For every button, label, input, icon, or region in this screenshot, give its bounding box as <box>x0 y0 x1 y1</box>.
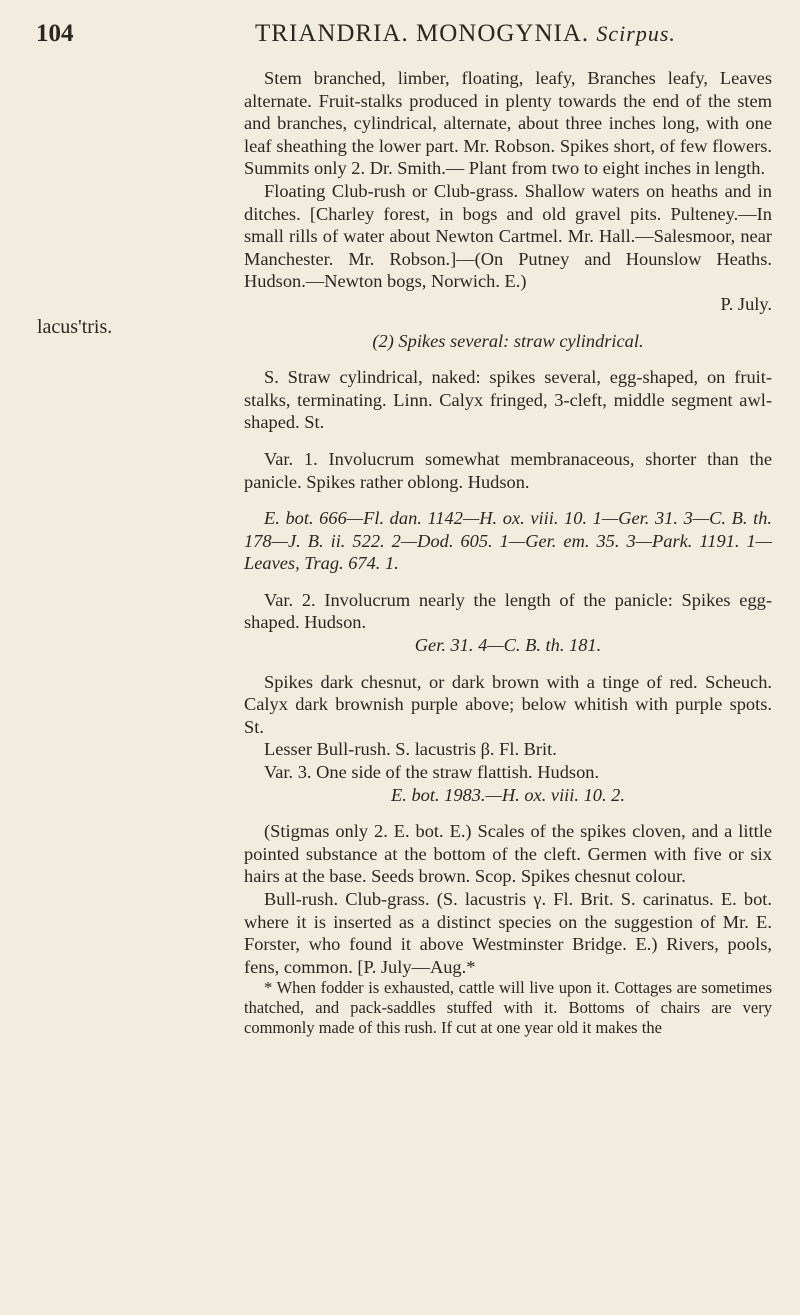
margin-note-lacustris: lacus'tris. <box>37 316 113 338</box>
footnote: * When fodder is exhausted, cattle will live upon it. Cottages are sometimes thatched, and pack-saddles stuffed with it. Bottoms of chairs are very commonly made of this rush. If cut at one year old it makes the <box>244 978 772 1038</box>
paragraph-stigmas: (Stigmas only 2. E. bot. E.) Scales of the spikes cloven, and a little pointed substance at the bottom of the cleft. Germen with five or six hairs at the base. Seeds brown. Scop. Spikes chesnut colour. <box>244 821 772 887</box>
paragraph-habitat: Floating Club-rush or Club-grass. Shallow waters on heaths and in ditches. [Charley forest, in bogs and old gravel pits. Pulteney.—In small rills of water about Newton Cartmel. Mr. Hall.—Salesmoor, near Manchester. Mr. Robson.]—(On Putney and Hounslow Heaths. Hudson.—Newton bogs, Norwich. E.) <box>244 180 772 292</box>
flowering-time: P. July. <box>720 293 772 314</box>
running-title-text: TRIANDRIA. MONOGYNIA. <box>255 20 590 47</box>
paragraph-lacustris: S. Straw cylindrical, naked: spikes several, egg-shaped, on fruit-stalks, terminating. Linn. Calyx fringed, 3-cleft, middle segment awl-shaped. St. <box>244 367 772 433</box>
running-title <box>255 20 676 48</box>
section-heading: (2) Spikes several: straw cylindrical. <box>372 330 644 351</box>
paragraph-var3-refs: E. bot. 1983.—H. ox. viii. 10. 2. <box>391 784 625 805</box>
paragraph-var3: Var. 3. One side of the straw flattish. Hudson. <box>264 762 600 783</box>
paragraph-var2-refs: Ger. 31. 4—C. B. th. 181. <box>414 635 602 656</box>
paragraph-spikes: Spikes dark chesnut, or dark brown with a tinge of red. Scheuch. Calyx dark brownish purple above; below whitish with purple spots. St. <box>244 671 772 737</box>
paragraph-var1: Var. 1. Involucrum somewhat membranaceous, shorter than the panicle. Spikes rather oblong. Hudson. <box>244 448 772 492</box>
paragraph-bullrush: Bull-rush. Club-grass. (S. lacustris γ. Fl. Brit. S. carinatus. E. bot. where it is inserted as a distinct species on the suggestion of Mr. E. Forster, who found it above Westminster Bridge. E.) Rivers, pools, fens, common. [P. July—Aug.* <box>244 889 772 977</box>
paragraph-lesser-bullrush: Lesser Bull-rush. S. lacustris β. Fl. Brit. <box>264 739 557 760</box>
paragraph-var2: Var. 2. Involucrum nearly the length of the panicle: Spikes egg-shaped. Hudson. <box>244 589 772 633</box>
paragraph-stem: Stem branched, limber, floating, leafy, Branches leafy, Leaves alternate. Fruit-stalks produced in plenty towards the end of the stem and branches, cylindrical, alternate, about three inches long, with one leaf sheathing the lower part. Mr. Robson. Spikes short, of few flowers. Summits only 2. Dr. Smith.— Plant from two to eight inches in length. <box>244 68 772 179</box>
page-number: 104 <box>36 20 74 47</box>
genus-name: Scirpus. <box>596 21 676 46</box>
page-header <box>0 20 800 60</box>
body-text <box>244 67 772 1038</box>
paragraph-var1-refs: E. bot. 666—Fl. dan. 1142—H. ox. viii. 10. 1—Ger. 31. 3—C. B. th. 178—J. B. ii. 522. 2—Dod. 605. 1—Ger. em. 35. 3—Park. 1191. 1—Leaves, Trag. 674. 1. <box>244 508 772 574</box>
